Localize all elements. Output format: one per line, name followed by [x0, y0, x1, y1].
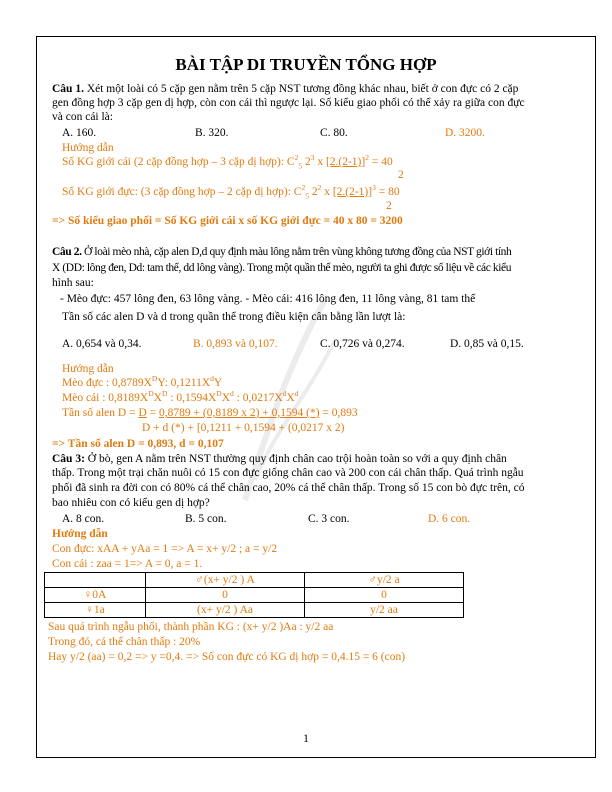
- q1-option-d: D. 3200.: [445, 127, 485, 139]
- q2-option-c: C. 0,726 và 0,274.: [320, 338, 405, 350]
- q3-option-c: C. 3 con.: [308, 513, 350, 525]
- q2-data: - Mèo đực: 457 lông đen, 63 lông vàng. - Mèo cái: 416 lông đen, 11 lông vàng, 81 tam thể: [60, 293, 476, 305]
- q3-after-3: Hay y/2 (aa) = 0,2 => y =0,4. => Số con đực có KG dị hợp = 0,4.15 = 6 (con): [48, 651, 406, 663]
- q1-option-a: A. 160.: [62, 127, 97, 139]
- q1-option-b: B. 320.: [195, 127, 229, 139]
- table-cell: [45, 573, 146, 588]
- q2-option-d: D. 0,85 và 0,15.: [450, 338, 524, 350]
- table-cell: y/2 aa: [305, 603, 464, 618]
- q3-line4: bao nhiêu con có kiểu gen dị hợp?: [52, 497, 210, 509]
- q2-line3: hình sau:: [52, 277, 94, 289]
- q3-after-2: Trong đó, cá thể chân thấp : 20%: [48, 636, 201, 648]
- table-row: [45, 588, 464, 603]
- q2-question: Tần số các alen D và d trong quần thể trong điều kiện cân bằng lần lượt là:: [62, 311, 406, 323]
- q3-option-a: A. 8 con.: [62, 513, 105, 525]
- q2-female-genotypes: Mèo cái : $0,8189X^DX^D$ : $0,1594X^DX^d$ : $0,0217X^dX^d$: [62, 389, 299, 404]
- q2-option-b: B. 0,893 và 0,107.: [193, 338, 278, 350]
- q2-male-genotypes: Mèo đực : $0,8789X^DY$: $0,1211X^dY$: [62, 374, 223, 389]
- q2-option-a: A. 0,654 và 0,34.: [62, 338, 142, 350]
- table-cell: ♀0A: [45, 588, 146, 603]
- q3-option-d: D. 6 con.: [428, 513, 471, 525]
- document-title: BÀI TẬP DI TRUYỀN TỔNG HỢP: [175, 55, 437, 74]
- q2-frequency-denominator: D + d (*) + [0,1211 + 0,1594 + (0,0217 x 2): [142, 422, 345, 434]
- q3-option-b: B. 5 con.: [185, 513, 227, 525]
- q3-line3: phối đã sinh ra đời con có 80% cá thể chân cao, 20% cá thể chân thấp. Trong số 15 con bò đực trên, có: [52, 482, 525, 494]
- q1-solution-2: Số KG giới đực: (3 cặp đồng hợp – 2 cặp dị hợp): $C^2_5$ $2^2$ x $[2.(2-1)]^3 = 80$: [62, 183, 400, 201]
- table-header-cell: ♂(x+ y/2 ) A: [146, 573, 305, 588]
- table-cell: 0: [305, 588, 464, 603]
- table-cell: 0: [146, 588, 305, 603]
- table-header-cell: ♂y/2 a: [305, 573, 464, 588]
- q3-after-1: Sau quá trình ngẫu phối, thành phần KG : (x+ y/2 )Aa : y/2 aa: [48, 621, 334, 633]
- q3-line2: thấp. Trong một trại chăn nuôi có 15 con đực giống chân cao và 200 con cái chân thấp. Quá trình ngẫu: [52, 467, 524, 479]
- q1-conclusion: => Số kiểu giao phối = Số KG giới cái x số KG giới đực = 40 x 80 = 3200: [52, 215, 403, 227]
- q1-guide: Hướng dẫn: [62, 142, 114, 154]
- q1-solution-1-denominator: 2: [398, 169, 404, 181]
- q3-male-line: Con đực: xAA + yAa = 1 => A = x+ y/2 ; a = y/2: [52, 543, 278, 555]
- page-number: 1: [303, 733, 309, 745]
- q3-guide: Hướng dẫn: [52, 528, 108, 540]
- q3-line1: Câu 3: Ở bò, gen A nằm trên NST thường quy định chân cao trội hoàn toàn so với a quy định chân: [52, 453, 507, 465]
- q3-female-line: Con cái : zaa = 1=> A = 0, a = 1.: [52, 558, 203, 570]
- q1-line2: gen đồng hợp 3 cặp gen dị hợp, còn con cái thì ngược lại. Số kiểu giao phối có thể xảy ra giữa con đực: [52, 97, 525, 109]
- table-row: [45, 603, 464, 618]
- table-cell: (x+ y/2 ) Aa: [146, 603, 305, 618]
- q2-line1: Câu 2. Ở loài mèo nhà, cặp alen D,d quy định màu lông nằm trên vùng không tương đồng của NST giới tính: [52, 246, 512, 258]
- q1-solution-2-denominator: 2: [386, 200, 392, 212]
- q2-conclusion: => Tần số alen D = 0,893, d = 0,107: [52, 438, 224, 450]
- q2-guide: Hướng dẫn: [62, 363, 114, 375]
- q1-solution-1: Số KG giới cái (2 cặp đồng hợp – 3 cặp dị hợp): $C^2_5$ $2^3$ x $[2.(2-1)]^2 = 40$: [62, 153, 393, 171]
- q1-line1: Câu 1. Xét một loài có 5 cặp gen nằm trên 5 cặp NST tương đồng khác nhau, biết ở con đực có 2 cặp: [52, 83, 519, 95]
- table-cell: ♀1a: [45, 603, 146, 618]
- q1-line3: và con cái là:: [52, 111, 113, 123]
- q2-line2: X (DD: lông đen, Dd: tam thể, dd lông vàng). Trong một quần thể mèo, người ta ghi được số liệu về các kiểu: [52, 262, 512, 274]
- q2-frequency-numerator: Tần số alen D = D = 0,8789 + (0,8189 x 2) + 0,1594 (*) = 0,893: [62, 407, 358, 419]
- genotype-table: [44, 572, 464, 618]
- table-row: [45, 573, 464, 588]
- q1-option-c: C. 80.: [320, 127, 348, 139]
